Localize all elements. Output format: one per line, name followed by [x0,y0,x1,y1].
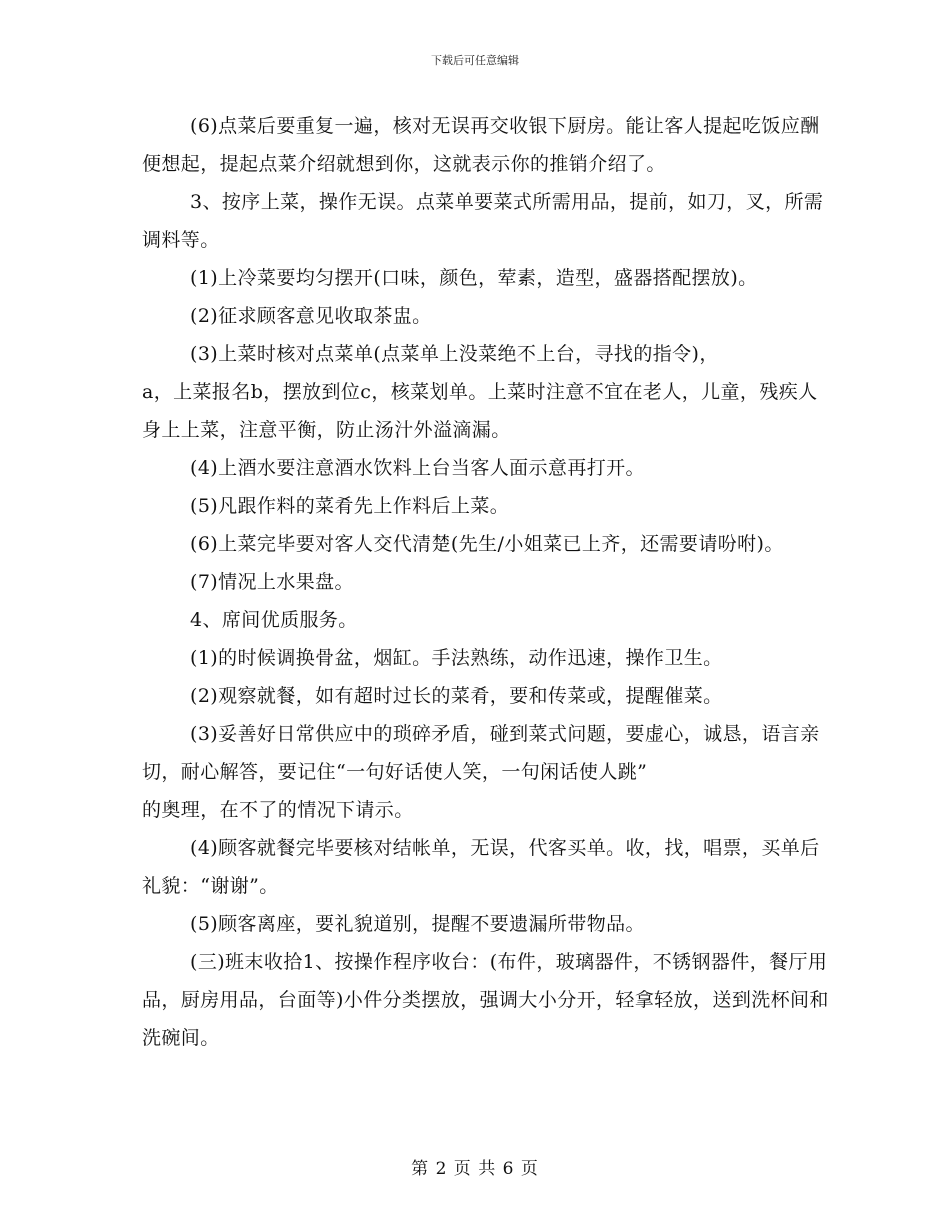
paragraph: (3)上菜时核对点菜单(点菜单上没菜绝不上台，寻找的指令)， [190,343,719,365]
paragraph: (5)顾客离座，要礼貌道别，提醒不要遗漏所带物品。 [190,913,645,935]
paragraph: a，上菜报名b，摆放到位c，核菜划单。上菜时注意不宜在老人，儿童，残疾人身上上菜，注意平衡，防止汤汁外溢滴漏。 [142,381,818,441]
paragraph: (7)情况上水果盘。 [190,571,354,593]
paragraph: (5)凡跟作料的菜肴先上作料后上菜。 [190,495,510,517]
paragraph: (三)班末收拾1、按操作程序收台：(布件，玻璃器件，不锈钢器件，餐厅用品，厨房用品，台面等)小件分类摆放，强调大小分开，轻拿轻放，送到洗杯间和洗碗间。 [142,951,829,1049]
page-footer: 第 2 页 共 6 页 [411,1159,539,1179]
paragraph: (6)点菜后要重复一遍，核对无误再交收银下厨房。能让客人提起吃饭应酬便想起，提起点菜介绍就想到你，这就表示你的推销介绍了。 [142,115,820,175]
paragraph: (4)上酒水要注意酒水饮料上台当客人面示意再打开。 [190,457,645,479]
paragraph: 3、按序上菜，操作无误。点菜单要菜式所需用品，提前，如刀，叉，所需调料等。 [142,191,824,251]
paragraph: (4)顾客就餐完毕要核对结帐单，无误，代客买单。收，找，唱票，买单后礼貌：“谢谢”。 [142,837,820,897]
paragraph: (6)上菜完毕要对客人交代清楚(先生/小姐菜已上齐，还需要请吩咐)。 [190,533,784,555]
paragraph: (1)的时候调换骨盆，烟缸。手法熟练，动作迅速，操作卫生。 [190,647,723,669]
paragraph: 的奥理，在不了的情况下请示。 [142,799,414,821]
paragraph: (1)上冷菜要均匀摆开(口味，颜色，荤素，造型，盛器搭配摆放)。 [190,267,758,289]
paragraph: (3)妥善好日常供应中的琐碎矛盾，碰到菜式问题，要虚心，诚恳，语言亲切，耐心解答，要记住“一句好话使人笑，一句闲话使人跳” [142,723,820,783]
paragraph: (2)观察就餐，如有超时过长的菜肴，要和传菜或，提醒催菜。 [190,685,723,707]
paragraph: (2)征求顾客意见收取茶盅。 [190,305,432,327]
paragraph: 4、席间优质服务。 [190,609,358,631]
page-header: 下载后可任意编辑 [431,54,519,67]
document-body [142,107,832,1057]
